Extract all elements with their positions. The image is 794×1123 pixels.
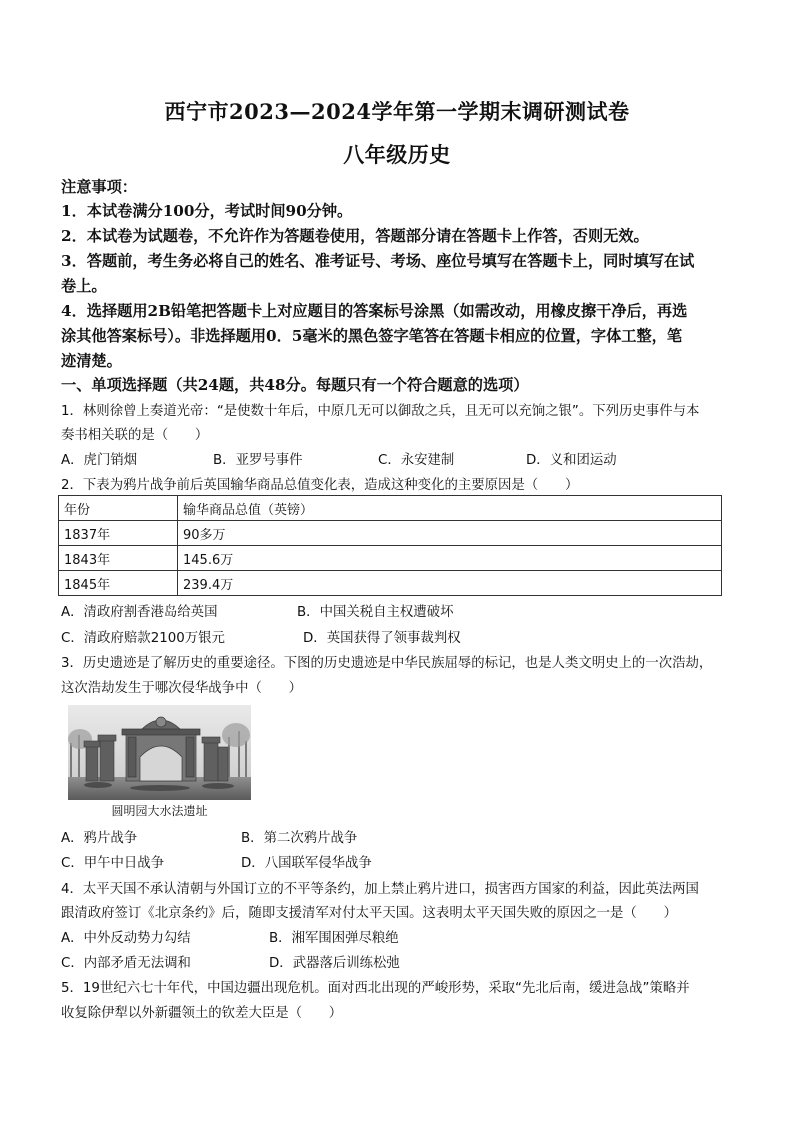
- q3-option-b: B．第二次鸦片战争: [241, 831, 358, 846]
- q2-option-d: D．英国获得了领事裁判权: [303, 631, 461, 646]
- question-5-text: 收复除伊犁以外新疆领土的钦差大臣是（ ）: [61, 1006, 343, 1021]
- q1-option-b: B．亚罗号事件: [213, 453, 303, 468]
- table-cell: 1837年: [59, 521, 178, 546]
- image-caption: 圆明园大水法遗址: [111, 804, 208, 818]
- q4-option-b: B．湘军围困弹尽粮绝: [269, 931, 399, 946]
- question-3-text: 3．历史遗迹是了解历史的重要途径。下图的历史遗迹是中华民族屈辱的标记，也是人类文明史上的一次浩劫，: [61, 656, 713, 671]
- q3-option-a: A．鸦片战争: [61, 831, 138, 846]
- note-line: 涂其他答案标号）。非选择题用0．5毫米的黑色签字笔答在答题卡相应的位置，字体工整，笔: [61, 327, 683, 345]
- q1-option-c: C．永安建制: [378, 453, 455, 468]
- ruins-image: [68, 705, 251, 800]
- q4-option-a: A．中外反动势力勾结: [61, 931, 191, 946]
- table-row: [59, 521, 722, 546]
- table-cell: 90多万: [178, 521, 722, 546]
- exam-subtitle: 八年级历史: [343, 142, 451, 167]
- q2-option-c: C．清政府赔款2100万银元: [61, 631, 225, 646]
- exam-title: 西宁市2023—2024学年第一学期末调研测试卷: [164, 99, 630, 124]
- q2-option-a: A．清政府割香港岛给英国: [61, 605, 218, 620]
- question-4-text: 4．太平天国不承认清朝与外国订立的不平等条约，加上禁止鸦片进口，损害西方国家的利益，因此英法两国: [61, 882, 699, 897]
- notes-heading: 注意事项：: [61, 178, 137, 196]
- table-cell: 239.4万: [178, 571, 722, 596]
- table-header-cell: 输华商品总值（英镑）: [178, 496, 722, 521]
- q2-option-b: B．中国关税自主权遭破坏: [297, 605, 454, 620]
- q3-option-d: D．八国联军侵华战争: [241, 856, 372, 871]
- note-line: 1．本试卷满分100分，考试时间90分钟。: [61, 202, 353, 220]
- note-line: 3．答题前，考生务必将自己的姓名、准考证号、考场、座位号填写在答题卡上，同时填写在试: [61, 252, 695, 270]
- table-cell: 1843年: [59, 546, 178, 571]
- question-1-text: 奏书相关联的是（ ）: [61, 428, 209, 443]
- table-row: [59, 546, 722, 571]
- q1-option-d: D．义和团运动: [526, 453, 617, 468]
- question-3-text: 这次浩劫发生于哪次侵华战争中（ ）: [61, 681, 303, 696]
- table-header-row: [59, 496, 722, 521]
- q3-option-c: C．甲午中日战争: [61, 856, 165, 871]
- section-heading: 一、单项选择题（共24题，共48分。每题只有一个符合题意的选项）: [61, 376, 529, 394]
- q4-option-d: D．武器落后训练松弛: [269, 956, 400, 971]
- q4-option-c: C．内部矛盾无法调和: [61, 956, 191, 971]
- question-2-text: 2．下表为鸦片战争前后英国输华商品总值变化表，造成这种变化的主要原因是（ ）: [61, 478, 579, 493]
- yuanmingyuan-ruins-photo: [68, 705, 251, 800]
- export-value-table: [58, 495, 722, 596]
- table-header-cell: 年份: [59, 496, 178, 521]
- note-line: 卷上。: [61, 277, 107, 295]
- note-line: 迹清楚。: [61, 352, 122, 370]
- table-cell: 1845年: [59, 571, 178, 596]
- question-4-text: 跟清政府签订《北京条约》后，随即支援清军对付太平天国。这表明太平天国失败的原因之一是（ ）: [61, 906, 677, 921]
- question-5-text: 5．19世纪六七十年代，中国边疆出现危机。面对西北出现的严峻形势，采取“先北后南，缓进急战”策略并: [61, 981, 690, 996]
- note-line: 2．本试卷为试题卷，不允许作为答题卷使用，答题部分请在答题卡上作答，否则无效。: [61, 227, 649, 245]
- table-cell: 145.6万: [178, 546, 722, 571]
- note-line: 4．选择题用2B铅笔把答题卡上对应题目的答案标号涂黑（如需改动，用橡皮擦干净后，再选: [61, 302, 688, 320]
- q1-option-a: A．虎门销烟: [61, 453, 138, 468]
- question-1-text: 1．林则徐曾上奏道光帝：“是使数十年后，中原几无可以御敌之兵，且无可以充饷之银”。下列历史事件与本: [61, 404, 700, 419]
- table-row: [59, 571, 722, 596]
